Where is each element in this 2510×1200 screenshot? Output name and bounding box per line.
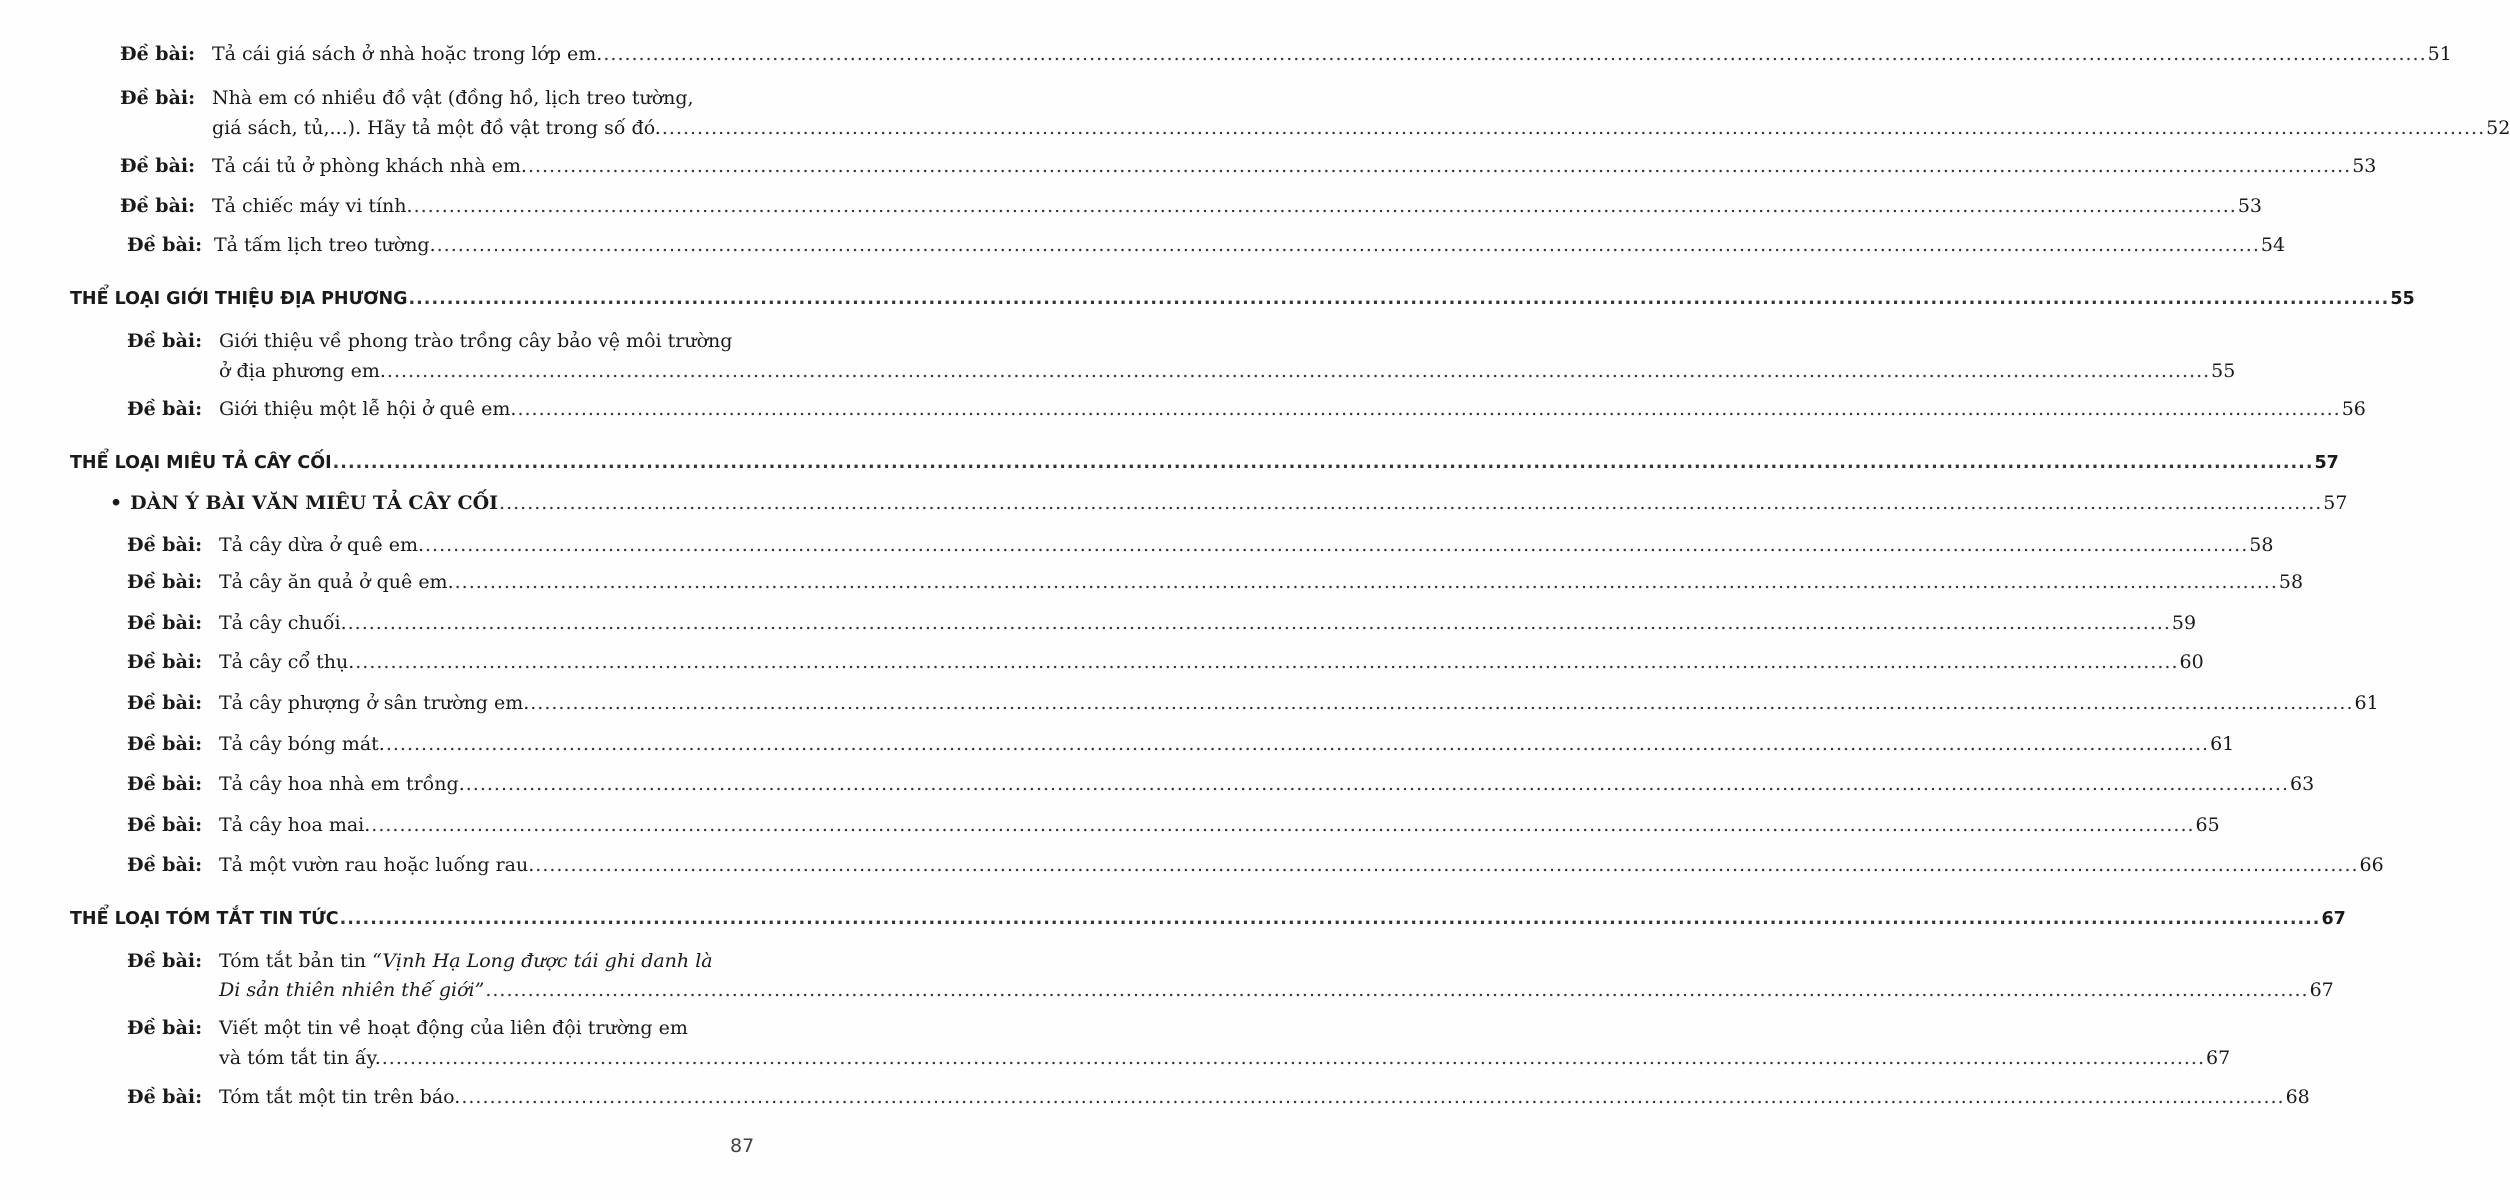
toc-entry xyxy=(127,234,2286,256)
leader-dots: ................................................................................................................................................................................................................................................................... xyxy=(381,1047,2206,1069)
leader-dots: ................................................................................................................................................................................................................................................................... xyxy=(408,289,2390,309)
leader-dots: ................................................................................................................................................................................................................................................................... xyxy=(517,398,2341,420)
entry-page: 67 xyxy=(2309,979,2334,1001)
leader-dots: ................................................................................................................................................................................................................................................................... xyxy=(603,43,2427,65)
toc-entry-continuation xyxy=(219,979,2334,1001)
subsection-title: DÀN Ý BÀI VĂN MIÊU TẢ CÂY CỐI xyxy=(130,492,499,514)
entry-page: 53 xyxy=(2352,155,2377,177)
entry-title: Tả cây dừa ở quê em. xyxy=(219,534,425,556)
entry-page: 68 xyxy=(2285,1086,2310,1108)
entry-title-line1: Nhà em có nhiều đồ vật (đồng hồ, lịch treo tường, xyxy=(212,87,694,109)
entry-title: Tả cây phượng ở sân trường em. xyxy=(219,692,530,714)
entry-page: 61 xyxy=(2210,733,2235,755)
entry-title-line2: và tóm tắt tin ấy. xyxy=(219,1047,381,1069)
entry-title: Tả cây chuối. xyxy=(219,612,347,634)
leader-dots: ................................................................................................................................................................................................................................................................... xyxy=(339,909,2321,929)
entry-page: 60 xyxy=(2179,651,2204,673)
leader-dots: ................................................................................................................................................................................................................................................................... xyxy=(386,360,2211,382)
toc-entry xyxy=(120,43,2452,65)
entry-label: Đề bài: xyxy=(127,398,203,420)
subsection-heading xyxy=(110,492,2348,514)
section-page: 67 xyxy=(2321,909,2346,929)
section-heading xyxy=(70,452,2339,474)
leader-dots: ................................................................................................................................................................................................................................................................... xyxy=(385,733,2210,755)
toc-entry xyxy=(127,854,2384,876)
entry-label: Đề bài: xyxy=(127,534,203,556)
entry-page: 66 xyxy=(2359,854,2384,876)
toc-entry xyxy=(127,692,2379,714)
entry-label: Đề bài: xyxy=(127,234,203,256)
section-heading xyxy=(70,288,2415,310)
toc-entry xyxy=(127,534,2274,556)
entry-page: 61 xyxy=(2354,692,2379,714)
toc-entry-continuation xyxy=(219,360,2236,382)
toc-entry xyxy=(127,773,2315,795)
entry-page: 52 xyxy=(2486,117,2510,139)
leader-dots: ................................................................................................................................................................................................................................................................... xyxy=(461,1086,2285,1108)
entry-label: Đề bài: xyxy=(127,854,203,876)
subsection-page: 57 xyxy=(2323,492,2348,514)
entry-page: 56 xyxy=(2341,398,2366,420)
toc-entry xyxy=(120,195,2262,217)
section-title: THỂ LOẠI GIỚI THIỆU ĐỊA PHƯƠNG xyxy=(70,289,408,309)
toc-entry-continuation xyxy=(212,117,2510,139)
section-page: 57 xyxy=(2314,453,2339,473)
entry-page: 53 xyxy=(2237,195,2262,217)
leader-dots: ................................................................................................................................................................................................................................................................... xyxy=(530,692,2354,714)
entry-label: Đề bài: xyxy=(127,950,203,972)
entry-title: Giới thiệu một lễ hội ở quê em. xyxy=(219,398,517,420)
entry-page: 67 xyxy=(2206,1047,2231,1069)
toc-entry xyxy=(120,87,770,109)
entry-page: 58 xyxy=(2249,534,2274,556)
entry-label: Đề bài: xyxy=(127,612,203,634)
entry-page: 55 xyxy=(2211,360,2236,382)
leader-dots: ................................................................................................................................................................................................................................................................... xyxy=(527,155,2352,177)
entry-page: 51 xyxy=(2427,43,2452,65)
entry-title-line1: Giới thiệu về phong trào trồng cây bảo vệ môi trường xyxy=(219,330,733,352)
entry-page: 58 xyxy=(2278,571,2304,593)
leader-dots: ................................................................................................................................................................................................................................................................... xyxy=(425,534,2249,556)
entry-title: Tả cây bóng mát. xyxy=(219,733,385,755)
entry-title-italic-line1: “Vịnh Hạ Long được tái ghi danh là xyxy=(372,950,713,972)
leader-dots: ................................................................................................................................................................................................................................................................... xyxy=(332,453,2314,473)
entry-title-prefix: Tóm tắt bản tin xyxy=(219,950,373,972)
toc-entry xyxy=(127,814,2220,836)
toc-entry xyxy=(127,651,2204,673)
leader-dots: ................................................................................................................................................................................................................................................................... xyxy=(436,234,2260,256)
entry-label: Đề bài: xyxy=(127,330,203,352)
section-title: THỂ LOẠI TÓM TẮT TIN TỨC xyxy=(70,909,339,929)
toc-entry xyxy=(127,612,2197,634)
entry-page: 54 xyxy=(2260,234,2286,256)
leader-dots: ................................................................................................................................................................................................................................................................... xyxy=(485,979,2309,1001)
leader-dots: ................................................................................................................................................................................................................................................................... xyxy=(535,854,2359,876)
entry-title-line2: ở địa phương em. xyxy=(219,360,386,382)
section-heading xyxy=(70,908,2346,930)
page-number: 87 xyxy=(730,1135,755,1157)
toc-entry xyxy=(127,571,2304,593)
toc-entry xyxy=(127,330,770,352)
leader-dots: ................................................................................................................................................................................................................................................................... xyxy=(454,571,2278,593)
entry-title: Tả cây ăn quả ở quê em. xyxy=(219,571,454,593)
entry-title-line1: Viết một tin về hoạt động của liên đội trường em xyxy=(219,1017,688,1039)
entry-label: Đề bài: xyxy=(127,733,203,755)
section-page: 55 xyxy=(2390,289,2415,309)
leader-dots: ................................................................................................................................................................................................................................................................... xyxy=(499,492,2323,514)
toc-entry xyxy=(127,733,2235,755)
entry-page: 63 xyxy=(2290,773,2315,795)
entry-label: Đề bài: xyxy=(120,43,196,65)
entry-page: 59 xyxy=(2171,612,2197,634)
leader-dots: ................................................................................................................................................................................................................................................................... xyxy=(465,773,2289,795)
entry-label: Đề bài: xyxy=(120,195,196,217)
leader-dots: ................................................................................................................................................................................................................................................................... xyxy=(371,814,2195,836)
entry-title-line2: giá sách, tủ,...). Hãy tả một đồ vật trong số đó. xyxy=(212,117,661,139)
entry-title: Tả cây hoa mai. xyxy=(219,814,371,836)
entry-title: Tả chiếc máy vi tính. xyxy=(212,195,413,217)
toc-entry xyxy=(127,1017,778,1039)
toc-entry xyxy=(127,950,778,972)
leader-dots: ................................................................................................................................................................................................................................................................... xyxy=(347,612,2171,634)
entry-title: Tả cái giá sách ở nhà hoặc trong lớp em. xyxy=(212,43,603,65)
toc-entry xyxy=(127,1086,2310,1108)
entry-title: Tả cái tủ ở phòng khách nhà em. xyxy=(212,155,527,177)
entry-title: Tả tấm lịch treo tường. xyxy=(214,234,436,256)
leader-dots: ................................................................................................................................................................................................................................................................... xyxy=(355,651,2179,673)
entry-label: Đề bài: xyxy=(127,814,203,836)
entry-label: Đề bài: xyxy=(127,1017,203,1039)
entry-title: Tóm tắt một tin trên báo. xyxy=(219,1086,461,1108)
entry-label: Đề bài: xyxy=(127,773,203,795)
section-title: THỂ LOẠI MIÊU TẢ CÂY CỐI xyxy=(70,453,332,473)
toc-entry-continuation xyxy=(219,1047,2231,1069)
leader-dots: ................................................................................................................................................................................................................................................................... xyxy=(661,117,2486,139)
entry-page: 65 xyxy=(2195,814,2220,836)
entry-label: Đề bài: xyxy=(127,571,203,593)
entry-label: Đề bài: xyxy=(127,651,203,673)
entry-label: Đề bài: xyxy=(120,87,196,109)
leader-dots: ................................................................................................................................................................................................................................................................... xyxy=(413,195,2237,217)
bullet-icon: • xyxy=(110,492,123,514)
entry-label: Đề bài: xyxy=(120,155,196,177)
toc-entry xyxy=(127,398,2366,420)
entry-label: Đề bài: xyxy=(127,1086,203,1108)
entry-title: Tả cây hoa nhà em trồng. xyxy=(219,773,465,795)
entry-label: Đề bài: xyxy=(127,692,203,714)
toc-entry xyxy=(120,155,2377,177)
entry-title: Tả một vườn rau hoặc luống rau. xyxy=(219,854,535,876)
entry-title: Tả cây cổ thụ. xyxy=(219,651,355,673)
entry-title-italic-line2: Di sản thiên nhiên thế giới” xyxy=(219,979,485,1001)
